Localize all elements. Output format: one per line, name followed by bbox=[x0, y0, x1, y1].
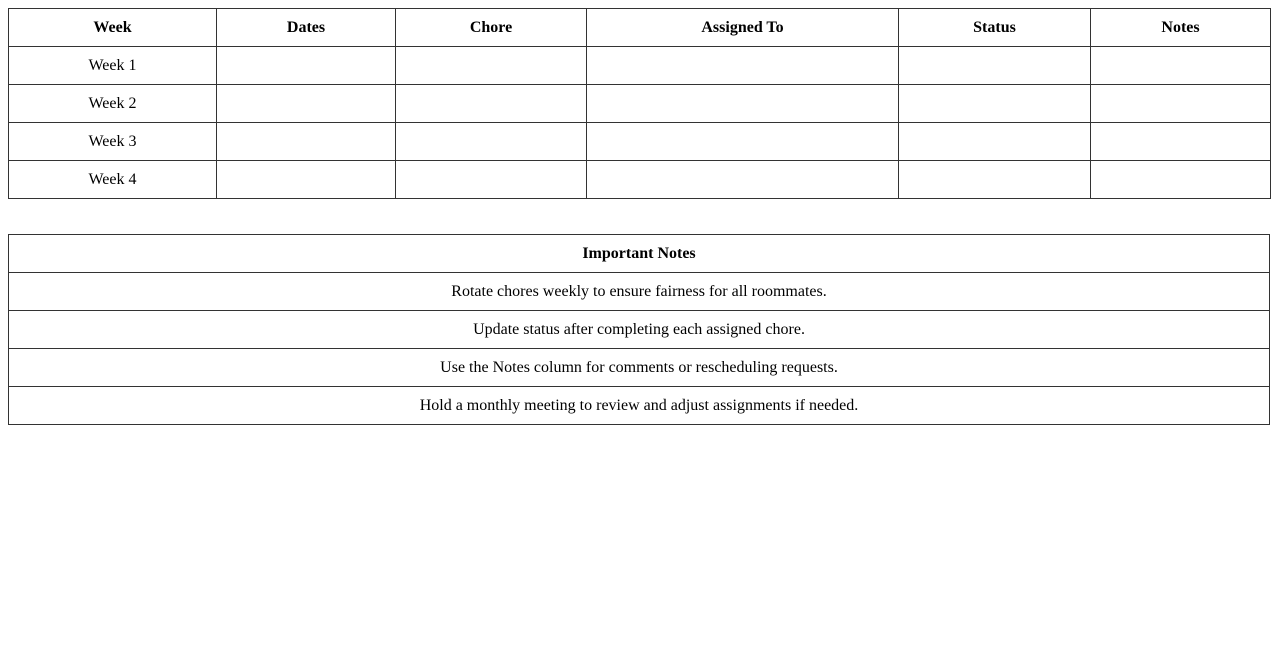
list-item bbox=[9, 387, 1270, 425]
week-cell: Week 3 bbox=[9, 123, 217, 161]
chore-cell[interactable] bbox=[396, 123, 587, 161]
notes-header-row bbox=[9, 235, 1270, 273]
table-row bbox=[9, 85, 1271, 123]
week-cell: Week 2 bbox=[9, 85, 217, 123]
notes-cell[interactable] bbox=[1091, 47, 1271, 85]
header-dates: Dates bbox=[217, 9, 396, 47]
dates-cell[interactable] bbox=[217, 161, 396, 199]
table-row bbox=[9, 47, 1271, 85]
week-cell: Week 1 bbox=[9, 47, 217, 85]
assigned-to-cell[interactable] bbox=[587, 123, 899, 161]
header-assigned-to: Assigned To bbox=[587, 9, 899, 47]
status-cell[interactable] bbox=[899, 47, 1091, 85]
note-text: Hold a monthly meeting to review and adjust assignments if needed. bbox=[9, 387, 1270, 425]
list-item bbox=[9, 349, 1270, 387]
status-cell[interactable] bbox=[899, 161, 1091, 199]
header-notes: Notes bbox=[1091, 9, 1271, 47]
header-chore: Chore bbox=[396, 9, 587, 47]
status-cell[interactable] bbox=[899, 123, 1091, 161]
important-notes-title: Important Notes bbox=[9, 235, 1270, 273]
status-cell[interactable] bbox=[899, 85, 1091, 123]
notes-cell[interactable] bbox=[1091, 85, 1271, 123]
assigned-to-cell[interactable] bbox=[587, 85, 899, 123]
important-notes-table bbox=[8, 234, 1270, 425]
chore-cell[interactable] bbox=[396, 161, 587, 199]
table-row bbox=[9, 123, 1271, 161]
table-row bbox=[9, 161, 1271, 199]
dates-cell[interactable] bbox=[217, 123, 396, 161]
assigned-to-cell[interactable] bbox=[587, 161, 899, 199]
week-cell: Week 4 bbox=[9, 161, 217, 199]
assigned-to-cell[interactable] bbox=[587, 47, 899, 85]
note-text: Rotate chores weekly to ensure fairness for all roommates. bbox=[9, 273, 1270, 311]
table-header-row bbox=[9, 9, 1271, 47]
notes-cell[interactable] bbox=[1091, 161, 1271, 199]
chore-cell[interactable] bbox=[396, 85, 587, 123]
dates-cell[interactable] bbox=[217, 47, 396, 85]
chore-cell[interactable] bbox=[396, 47, 587, 85]
note-text: Use the Notes column for comments or rescheduling requests. bbox=[9, 349, 1270, 387]
notes-cell[interactable] bbox=[1091, 123, 1271, 161]
list-item bbox=[9, 311, 1270, 349]
list-item bbox=[9, 273, 1270, 311]
dates-cell[interactable] bbox=[217, 85, 396, 123]
note-text: Update status after completing each assigned chore. bbox=[9, 311, 1270, 349]
chore-schedule-table bbox=[8, 8, 1271, 199]
header-status: Status bbox=[899, 9, 1091, 47]
header-week: Week bbox=[9, 9, 217, 47]
